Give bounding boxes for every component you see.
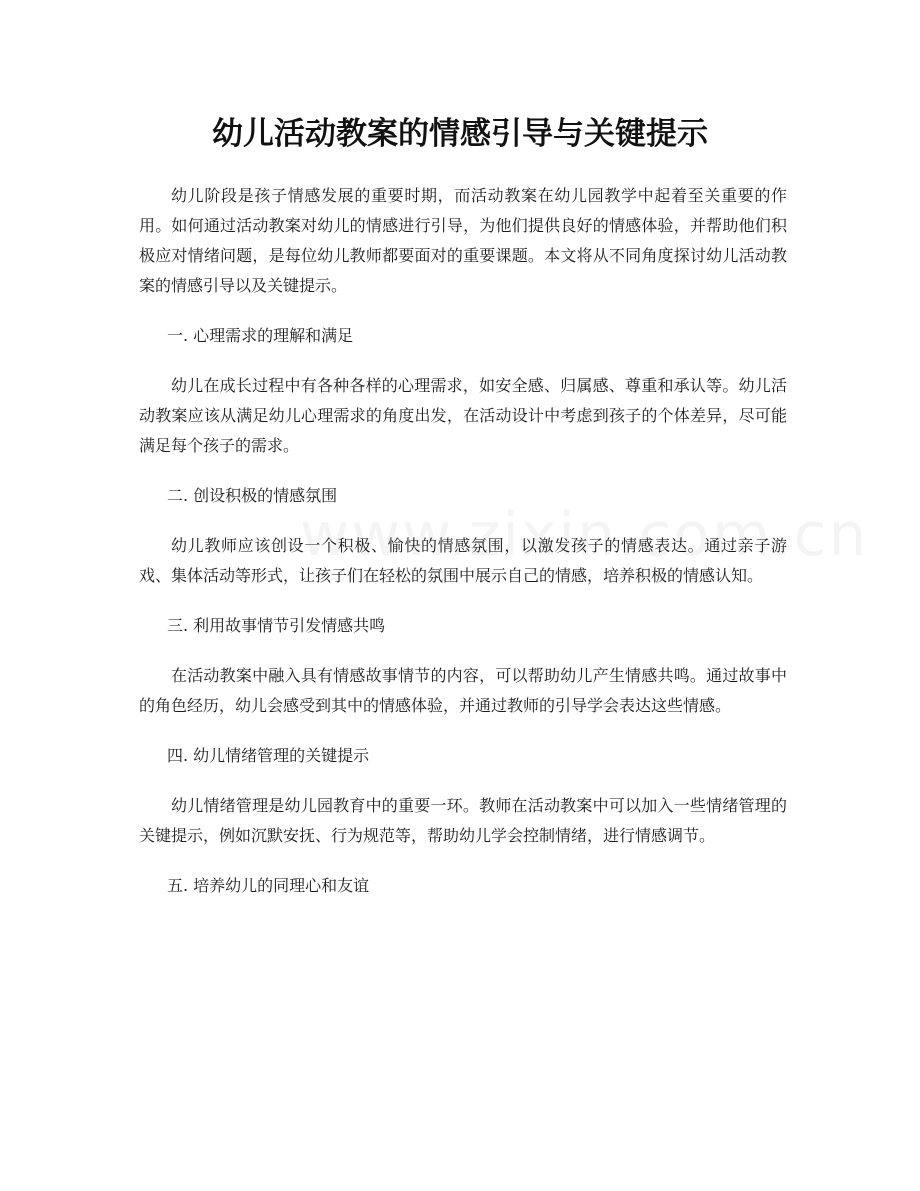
section-body-3: 在活动教案中融入具有情感故事情节的内容，可以帮助幼儿产生情感共鸣。通过故事中的角色经历，幼儿会感受到其中的情感体验，并通过教师的引导学会表达这些情感。 [139, 666, 787, 715]
section-heading-3: 三. 利用故事情节引发情感共鸣 [167, 616, 386, 635]
section-heading-1: 一. 心理需求的理解和满足 [167, 326, 354, 345]
document-body [139, 181, 787, 921]
section-body-2: 幼儿教师应该创设一个积极、愉快的情感氛围，以激发孩子的情感表达。通过亲子游戏、集体活动等形式，让孩子们在轻松的氛围中展示自己的情感，培养积极的情感认知。 [139, 536, 787, 585]
document-title: 幼儿活动教案的情感引导与关键提示 [212, 116, 708, 152]
section-body-1: 幼儿在成长过程中有各种各样的心理需求，如安全感、归属感、尊重和承认等。幼儿活动教案应该从满足幼儿心理需求的角度出发，在活动设计中考虑到孩子的个体差异，尽可能满足每个孩子的需求。 [139, 376, 787, 455]
section-heading-5: 五. 培养幼儿的同理心和友谊 [167, 876, 370, 895]
section-heading-2: 二. 创设积极的情感氛围 [167, 486, 338, 505]
section-heading-4: 四. 幼儿情绪管理的关键提示 [167, 746, 370, 765]
intro-paragraph: 幼儿阶段是孩子情感发展的重要时期，而活动教案在幼儿园教学中起着至关重要的作用。如何通过活动教案对幼儿的情感进行引导，为他们提供良好的情感体验，并帮助他们积极应对情绪问题，是每位幼儿教师都要面对的重要课题。本文将从不同角度探讨幼儿活动教案的情感引导以及关键提示。 [139, 186, 787, 295]
section-body-4: 幼儿情绪管理是幼儿园教育中的重要一环。教师在活动教案中可以加入一些情绪管理的关键提示，例如沉默安抚、行为规范等，帮助幼儿学会控制情绪，进行情感调节。 [139, 796, 787, 845]
